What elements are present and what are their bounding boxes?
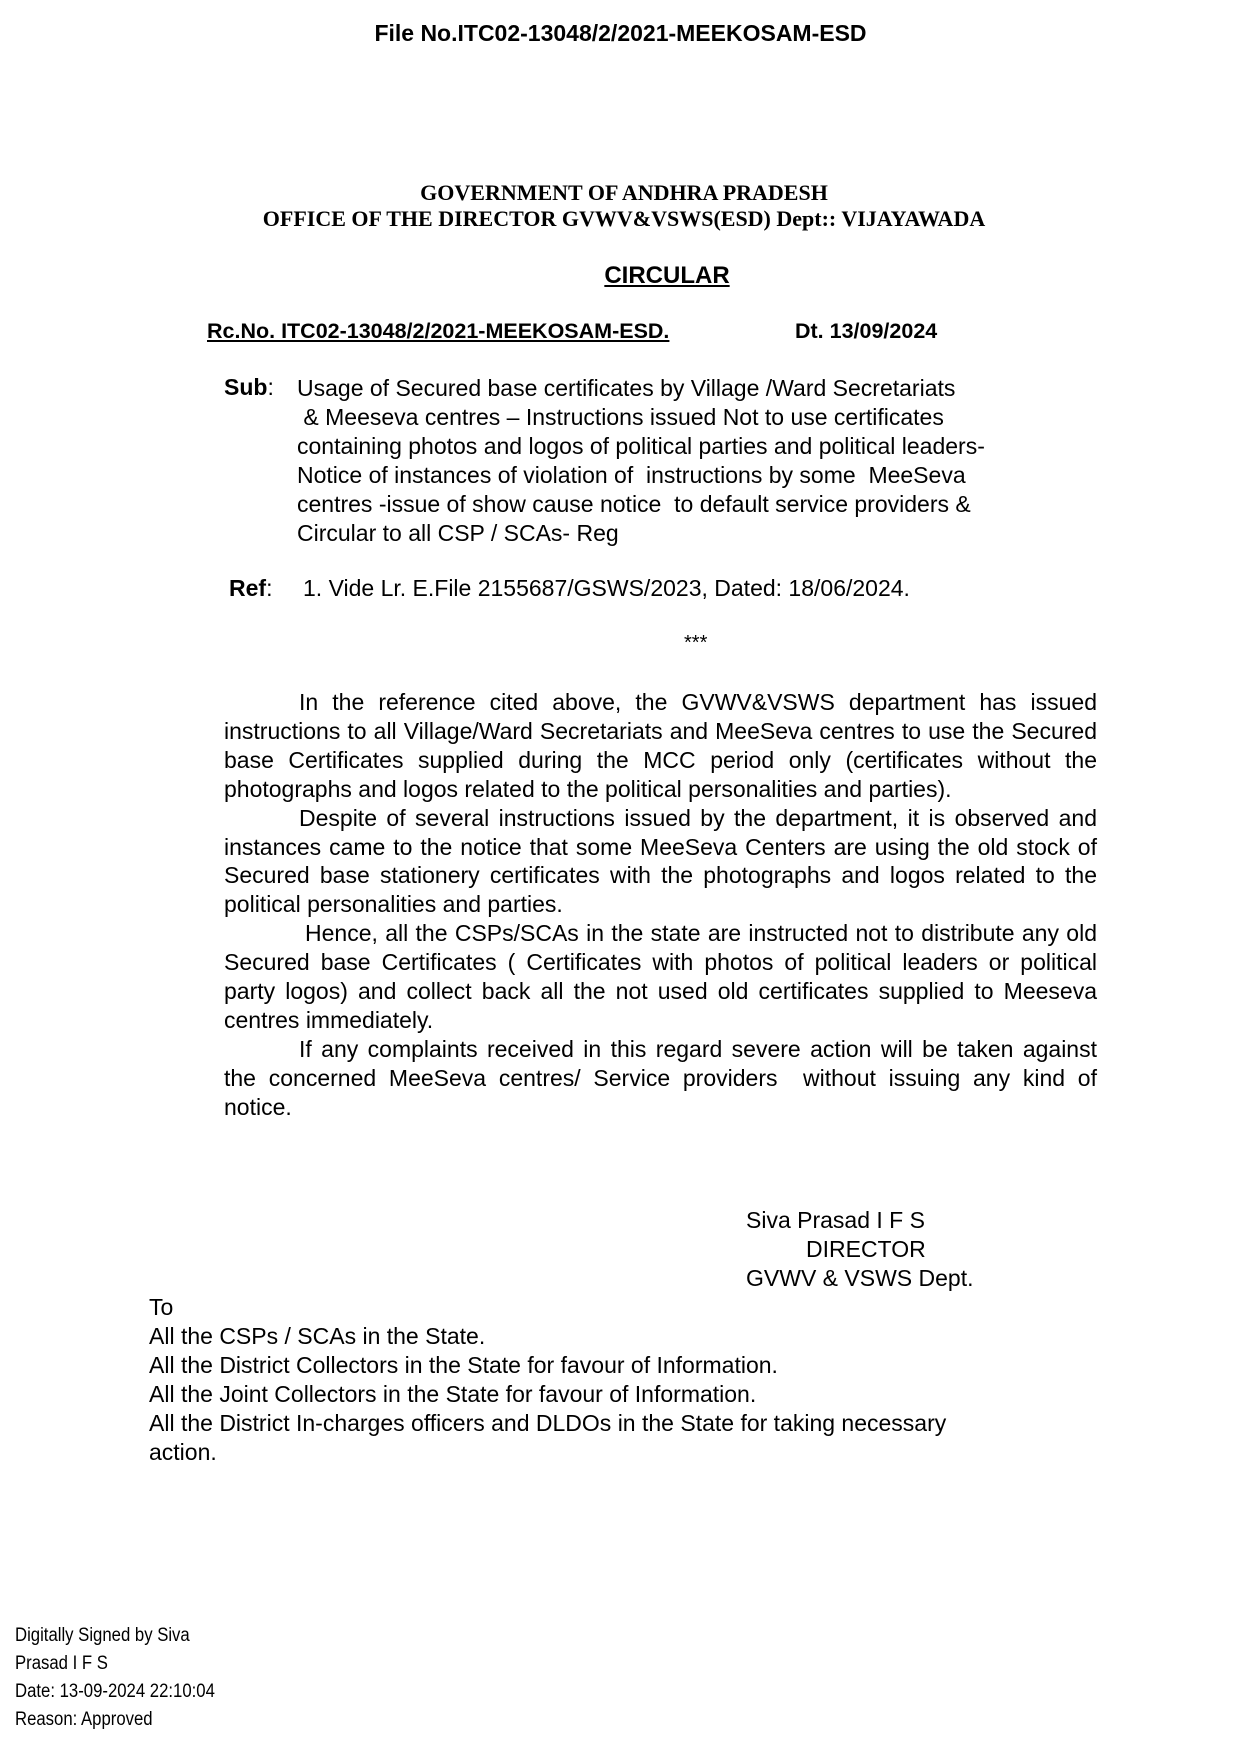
body-paragraph: In the reference cited above, the GVWV&VSWS department has issued instructions to all Village/Ward Secretariats and MeeSeva centres to use the Secured base Certificates supplied during the MCC period only (certificates without the photographs and logos related to the political personalities and parties). — [224, 689, 1097, 802]
body-paragraph: Hence, all the CSPs/SCAs in the state are instructed not to distribute any old Secured base Certificates ( Certificates with photos of political leaders or political party logos) and collect back all the not used old certificates supplied to Meeseva centres immediately. — [224, 920, 1097, 1033]
signatory-designation: DIRECTOR — [806, 1236, 926, 1262]
signatory-department: GVWV & VSWS Dept. — [746, 1265, 974, 1291]
circular-body — [224, 688, 1104, 1122]
digital-signature-block — [15, 1622, 215, 1734]
document-type-title: CIRCULAR — [604, 262, 730, 289]
body-paragraph: Despite of several instructions issued by the department, it is observed and instances came to the notice that some MeeSeva Centers are using the old stock of Secured base stationery certificates with the photographs and logos related to the political personalities and parties. — [224, 804, 1097, 918]
subject-line: Circular to all CSP / SCAs- Reg — [297, 520, 619, 546]
recipients-block — [149, 1293, 1049, 1467]
subject-line: Usage of Secured base certificates by Village /Ward Secretariats — [297, 375, 956, 401]
recipient-item: action. — [149, 1439, 217, 1465]
body-paragraph: If any complaints received in this regard severe action will be taken against the concerned MeeSeva centres/ Service providers without issuing any kind of notice. — [224, 1035, 1104, 1120]
subject-text — [297, 374, 1077, 548]
office-heading: OFFICE OF THE DIRECTOR GVWV&VSWS(ESD) Dept:: VIJAYAWADA — [262, 206, 986, 231]
subject-label-text: Sub — [224, 374, 268, 400]
signatory-name: Siva Prasad I F S — [746, 1207, 925, 1233]
subject-line: containing photos and logos of political parties and political leaders- — [297, 433, 985, 459]
recipients-heading: To — [149, 1294, 174, 1320]
rc-number: Rc.No. ITC02-13048/2/2021-MEEKOSAM-ESD. — [207, 319, 670, 343]
digital-signature-line: Prasad I F S — [15, 1653, 108, 1674]
section-separator: *** — [684, 632, 708, 654]
recipient-item: All the District In-charges officers and DLDOs in the State for taking necessary — [149, 1410, 947, 1436]
recipient-item: All the District Collectors in the State for favour of Information. — [149, 1352, 778, 1378]
recipient-item: All the CSPs / SCAs in the State. — [149, 1323, 486, 1349]
reference-label-text: Ref — [229, 575, 267, 601]
reference-label: Ref: — [229, 575, 273, 601]
digital-signature-reason: Reason: Approved — [15, 1709, 153, 1730]
reference-text: 1. Vide Lr. E.File 2155687/GSWS/2023, Dated: 18/06/2024. — [303, 575, 910, 601]
subject-line: centres -issue of show cause notice to default service providers & — [297, 491, 971, 517]
digital-signature-line: Digitally Signed by Siva — [15, 1625, 190, 1646]
file-number: File No.ITC02-13048/2/2021-MEEKOSAM-ESD — [374, 20, 867, 46]
subject-line: Notice of instances of violation of instructions by some MeeSeva — [297, 462, 966, 488]
government-heading: GOVERNMENT OF ANDHRA PRADESH — [420, 180, 828, 205]
subject-label: Sub: — [224, 374, 274, 400]
recipient-item: All the Joint Collectors in the State for favour of Information. — [149, 1381, 757, 1407]
circular-date: Dt. 13/09/2024 — [795, 319, 938, 343]
subject-line: & Meeseva centres – Instructions issued Not to use certificates — [297, 404, 944, 430]
digital-signature-date: Date: 13-09-2024 22:10:04 — [15, 1681, 215, 1702]
